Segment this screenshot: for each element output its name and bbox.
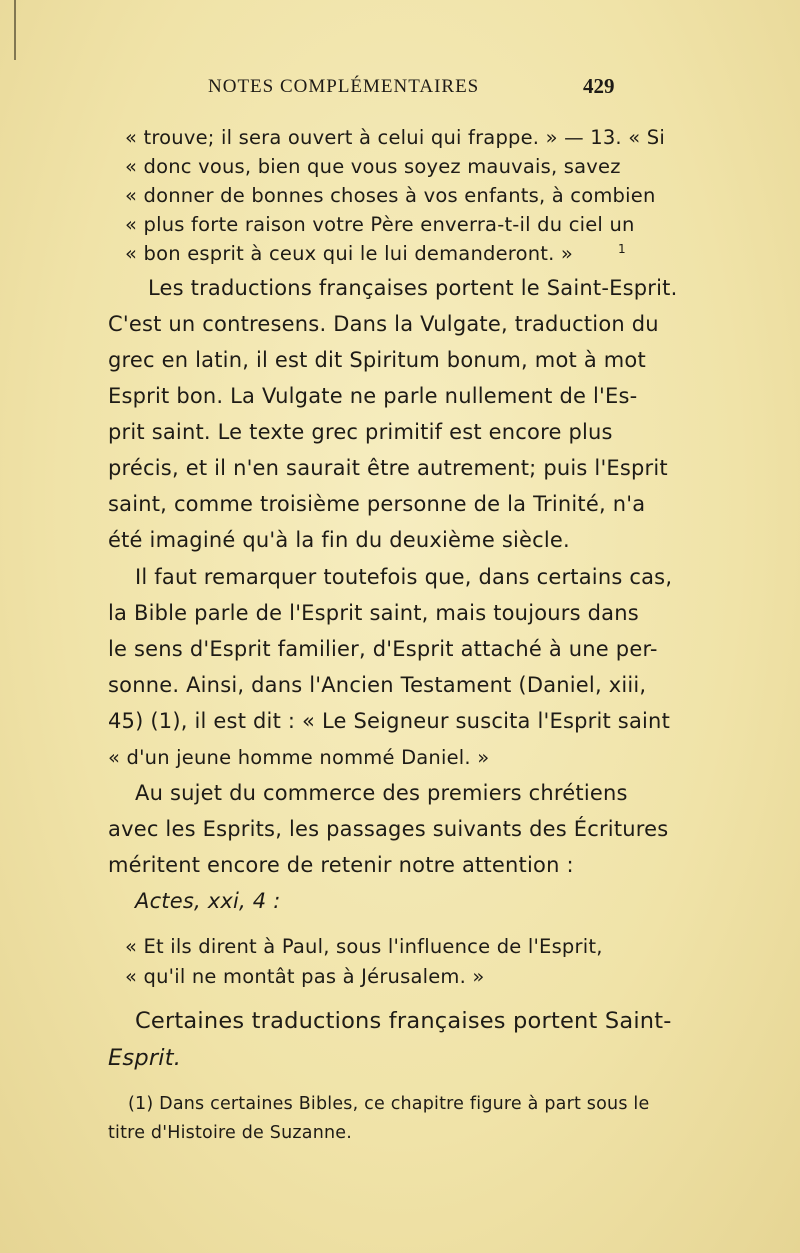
text-line: « Et ils dirent à Paul, sous l'influence de l'Esprit,: [125, 935, 603, 958]
text-line: « d'un jeune homme nommé Daniel. »: [108, 746, 490, 769]
running-head: NOTES COMPLÉMENTAIRES: [208, 76, 480, 97]
text-line: « donc vous, bien que vous soyez mauvais, savez: [125, 155, 621, 178]
text-line: Il faut remarquer toutefois que, dans certains cas,: [135, 565, 673, 589]
text-line: Esprit.: [108, 1045, 182, 1071]
text-line: « plus forte raison votre Père enverra-t-il du ciel un: [125, 213, 635, 236]
footnote-line: titre d'Histoire de Suzanne.: [108, 1123, 353, 1143]
text-line: été imaginé qu'à la fin du deuxième siècle.: [108, 528, 570, 552]
text-line: prit saint. Le texte grec primitif est encore plus: [108, 420, 613, 444]
page-edge-line: [14, 0, 16, 60]
text-line: « qu'il ne montât pas à Jérusalem. »: [125, 965, 485, 988]
text-line: précis, et il n'en saurait être autrement; puis l'Esprit: [108, 456, 668, 480]
text-line: avec les Esprits, les passages suivants des Écritures: [108, 817, 669, 841]
text-line: « trouve; il sera ouvert à celui qui frappe. » — 13. « Si: [125, 126, 665, 149]
text-line: saint, comme troisième personne de la Trinité, n'a: [108, 492, 646, 516]
page-number: 429: [583, 74, 615, 98]
text-line: Certaines traductions françaises portent Saint-: [135, 1008, 672, 1034]
text-line: « donner de bonnes choses à vos enfants, à combien: [125, 184, 656, 207]
text-line: méritent encore de retenir notre attention :: [108, 853, 574, 877]
text-line: le sens d'Esprit familier, d'Esprit attaché à une per-: [108, 637, 658, 661]
text-line: sonne. Ainsi, dans l'Ancien Testament (Daniel, xiii,: [108, 673, 647, 697]
page-header: [0, 76, 800, 106]
text-line: Les traductions françaises portent le Saint-Esprit.: [148, 276, 678, 300]
text-line: C'est un contresens. Dans la Vulgate, traduction du: [108, 312, 659, 336]
stray-mark: 1: [618, 242, 626, 256]
text-line: « bon esprit à ceux qui le lui demanderont. »: [125, 242, 574, 265]
text-line: la Bible parle de l'Esprit saint, mais toujours dans: [108, 601, 639, 625]
text-line: 45) (1), il est dit : « Le Seigneur suscita l'Esprit saint: [108, 709, 670, 733]
text-line: Esprit bon. La Vulgate ne parle nullement de l'Es-: [108, 384, 638, 408]
footnote-line: (1) Dans certaines Bibles, ce chapitre figure à part sous le: [128, 1094, 650, 1114]
text-line: Actes, xxi, 4 :: [135, 889, 281, 913]
text-line: grec en latin, il est dit Spiritum bonum, mot à mot: [108, 348, 646, 372]
text-line: Au sujet du commerce des premiers chrétiens: [135, 781, 628, 805]
